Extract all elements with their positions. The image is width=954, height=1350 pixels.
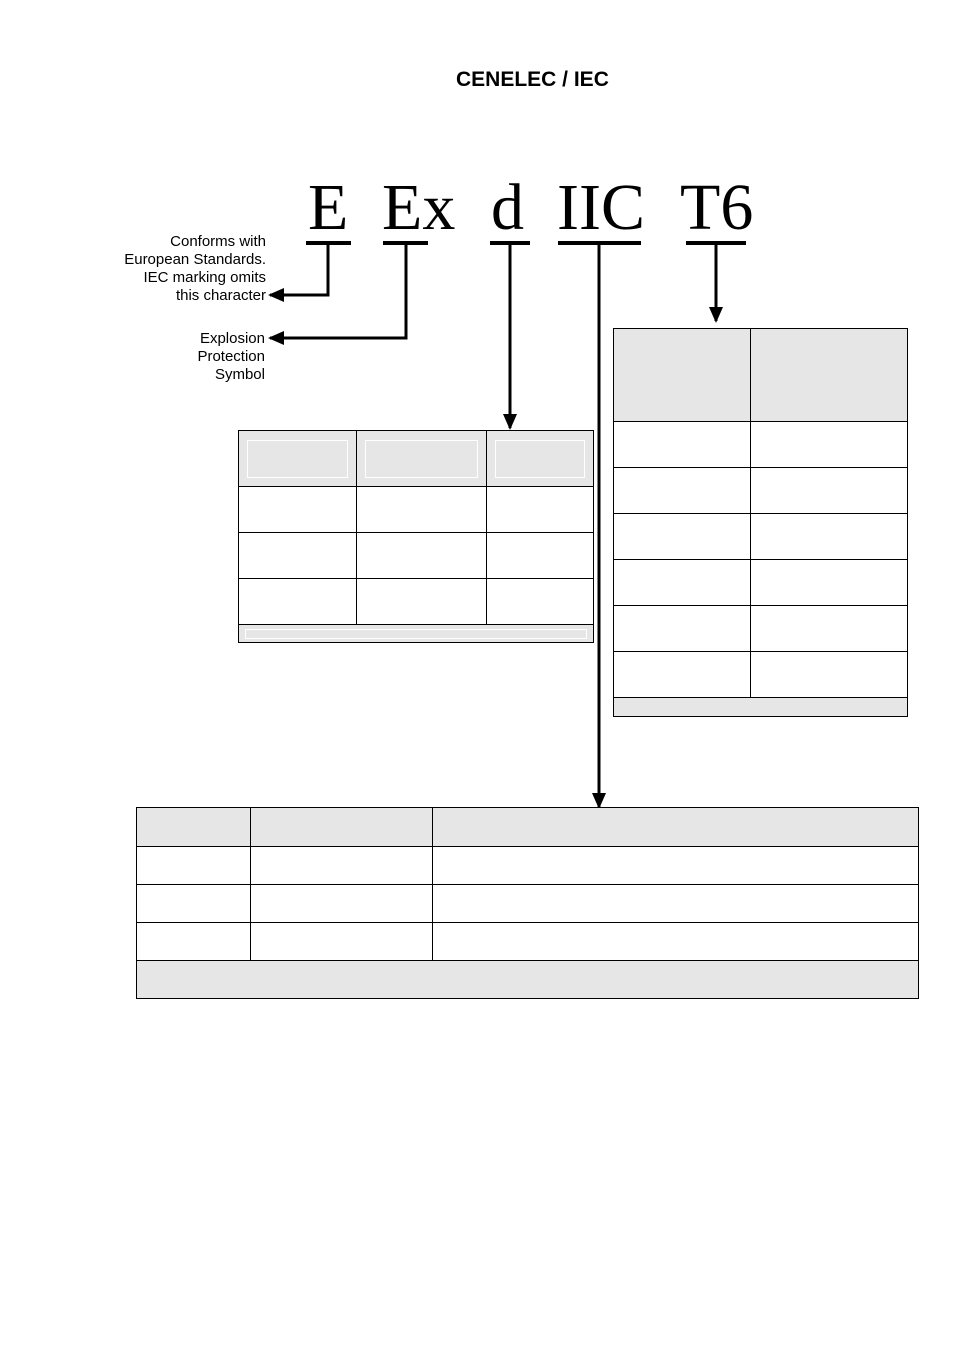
- table-row: [239, 533, 594, 579]
- table-cell: [614, 514, 751, 560]
- table-cell: [614, 468, 751, 514]
- callout-line: IEC marking omits: [143, 269, 266, 286]
- table-row: [239, 579, 594, 625]
- table-row: [614, 468, 908, 514]
- table-header-row: [137, 808, 919, 847]
- callout-line: European Standards.: [124, 251, 266, 268]
- callout-line: Conforms with: [170, 233, 266, 250]
- callout-line: Symbol: [214, 366, 265, 383]
- table-cell: [487, 533, 594, 579]
- table-header-cell: [137, 808, 251, 847]
- temperature-class-table: [613, 328, 908, 717]
- marking-part-e: E: [308, 171, 349, 244]
- protection-type-table: [238, 430, 594, 643]
- callout-line: Explosion: [199, 330, 265, 347]
- table-cell: [614, 652, 751, 698]
- table-row: [137, 847, 919, 885]
- table-cell: [357, 533, 487, 579]
- table-row: [614, 560, 908, 606]
- table-footer-cell: [137, 961, 919, 999]
- arrow-e: [270, 245, 328, 295]
- table-header-cell: [751, 329, 908, 422]
- table-cell: [251, 885, 433, 923]
- callout-line: Protection: [197, 348, 265, 365]
- marking-part-ex: Ex: [382, 171, 456, 244]
- table-cell: [357, 487, 487, 533]
- table-cell: [239, 487, 357, 533]
- table-cell: [239, 579, 357, 625]
- table-cell: [614, 606, 751, 652]
- table-row: [239, 487, 594, 533]
- table-footer-row: [239, 625, 594, 643]
- table-footer-row: [614, 698, 908, 717]
- page-title: CENELEC / IEC: [456, 68, 609, 91]
- marking-part-d: d: [491, 171, 524, 244]
- table-cell: [137, 885, 251, 923]
- table-cell: [433, 847, 919, 885]
- table-cell: [614, 560, 751, 606]
- arrow-ex: [270, 245, 406, 338]
- table-row: [614, 606, 908, 652]
- table-cell: [751, 560, 908, 606]
- table-row: [614, 422, 908, 468]
- table-header-cell: [433, 808, 919, 847]
- table-footer-cell: [614, 698, 908, 717]
- table-cell: [614, 422, 751, 468]
- table-header-row: [614, 329, 908, 422]
- table-footer-row: [137, 961, 919, 999]
- table-row: [137, 885, 919, 923]
- table-cell: [751, 422, 908, 468]
- marking-part-iic: IIC: [557, 171, 645, 244]
- table-cell: [239, 533, 357, 579]
- table-cell: [251, 923, 433, 961]
- callout-line: this character: [175, 287, 266, 304]
- table-header-cell: [487, 431, 594, 487]
- table-cell: [487, 487, 594, 533]
- table-header-cell: [251, 808, 433, 847]
- table-cell: [433, 885, 919, 923]
- table-row: [137, 923, 919, 961]
- table-cell: [751, 468, 908, 514]
- table-cell: [137, 847, 251, 885]
- gas-group-table: [136, 807, 919, 999]
- table-cell: [137, 923, 251, 961]
- marking-part-t6: T6: [680, 171, 754, 244]
- table-row: [614, 514, 908, 560]
- table-cell: [751, 606, 908, 652]
- table-header-row: [239, 431, 594, 487]
- table-header-cell: [357, 431, 487, 487]
- table-footer-cell: [239, 625, 594, 643]
- table-cell: [433, 923, 919, 961]
- table-header-cell: [239, 431, 357, 487]
- table-cell: [251, 847, 433, 885]
- table-cell: [487, 579, 594, 625]
- table-cell: [751, 652, 908, 698]
- table-row: [614, 652, 908, 698]
- table-header-cell: [614, 329, 751, 422]
- table-cell: [357, 579, 487, 625]
- table-cell: [751, 514, 908, 560]
